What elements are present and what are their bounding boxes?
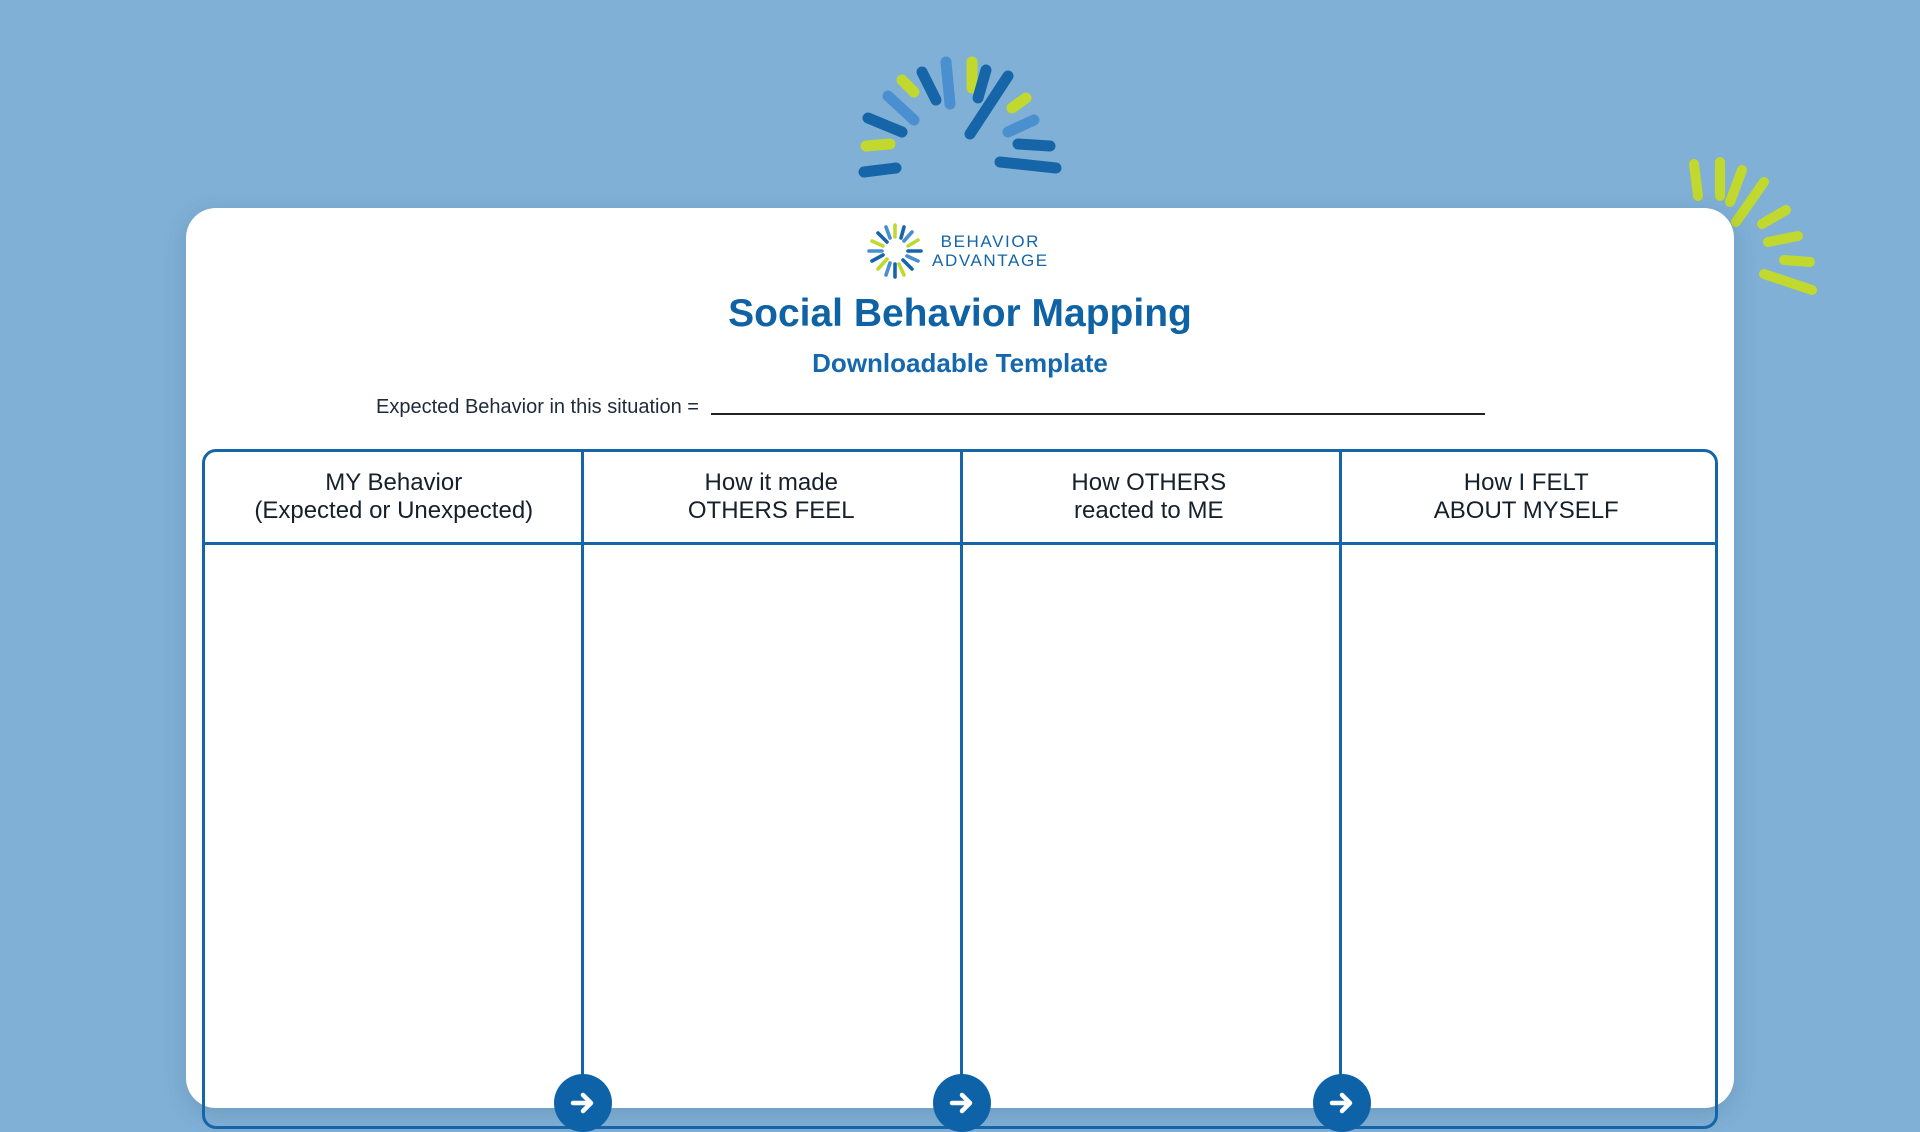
- brand-name-line1: BEHAVIOR: [940, 232, 1041, 251]
- behavior-map-table: [202, 449, 1718, 1129]
- decorative-burst-top-icon: [850, 50, 1070, 190]
- column-header-felt-about-myself: How I FELT ABOUT MYSELF: [1433, 469, 1619, 524]
- column-divider: [581, 452, 584, 1126]
- page-title: Social Behavior Mapping: [728, 292, 1192, 335]
- brand-logo: [866, 222, 1049, 280]
- page-subtitle: Downloadable Template: [812, 348, 1108, 378]
- arrow-right-icon: [1313, 1074, 1371, 1132]
- brand-name: [932, 232, 1049, 270]
- column-divider: [1339, 452, 1342, 1126]
- column-header-others-reacted: How OTHERS reacted to ME: [1071, 469, 1227, 524]
- template-sheet: [186, 208, 1734, 1108]
- expected-behavior-label: Expected Behavior in this situation =: [376, 396, 699, 418]
- arrow-right-icon: [554, 1074, 612, 1132]
- expected-behavior-blank-line: [711, 413, 1485, 415]
- column-header-others-feel: How it made OTHERS FEEL: [687, 469, 855, 524]
- column-header-my-behavior: MY Behavior (Expected or Unexpected): [254, 469, 534, 524]
- expected-behavior-row: [376, 396, 1485, 419]
- brand-name-line2: ADVANTAGE: [932, 251, 1049, 270]
- arrow-right-icon: [933, 1074, 991, 1132]
- sunburst-logo-icon: [866, 222, 924, 280]
- column-divider: [960, 452, 963, 1126]
